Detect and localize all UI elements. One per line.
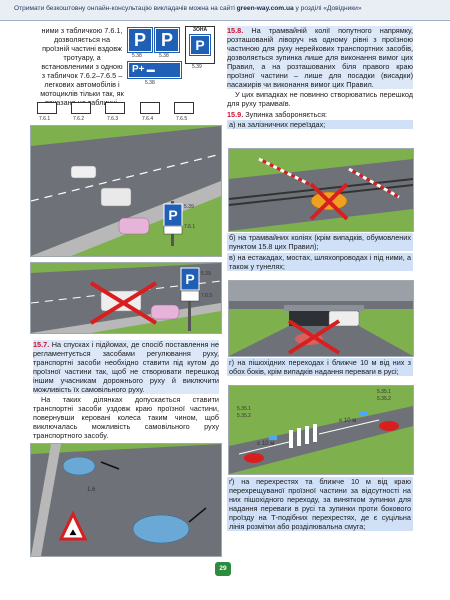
p15-7-extra: На таких ділянках допускається ставити транспортні засоби уздовж краю проїзної частини, повернувши керовані колеса таким чином, щоб виключалась можливість самовільного руху транспортного засобу. (33, 395, 219, 440)
ped-sign-label-2: 5.35.2 (237, 413, 251, 419)
scene2-sign-label: 5.39 (201, 271, 211, 277)
scene-railway-crossing (228, 148, 414, 232)
tunnel-scene-illustration (229, 281, 413, 356)
plate-label-1: 7.6.1 (39, 116, 51, 122)
item-d-block (227, 477, 413, 532)
railway-scene-illustration (229, 149, 413, 231)
distance-label-1: ≤ 10 м (257, 441, 275, 447)
ped-sign-label-1: 5.35.1 (237, 406, 251, 412)
plate-label-3: 7.6.3 (107, 116, 119, 122)
plate-7-6-2 (71, 102, 91, 114)
item-b: б) на трамвайних коліях (крім випадків, обумовлених пунктом 15.8 цих Правил); (229, 233, 411, 251)
scene-slope-parking (30, 443, 222, 557)
item-g: г) на пішохідних переходах і ближче 10 м від них з обох боків, крім випадків надання переваги в русі; (229, 358, 411, 376)
scene1-sign-label: 5.39 (184, 204, 194, 210)
scene-3-illustration (31, 444, 221, 556)
p15-7-number: 15.7. (33, 340, 50, 349)
items-b-v (227, 233, 413, 272)
parking-sign-covered: P (155, 28, 179, 52)
svg-text:P: P (185, 271, 195, 287)
park-ride-text: P+ (132, 64, 145, 75)
scene1-plate-label: 7.6.1 (184, 224, 196, 230)
svg-text:P: P (168, 207, 178, 223)
plate-7-6-3 (105, 102, 125, 114)
ped-sign-label-4: 5.35.2 (377, 396, 391, 402)
plate-label-2: 7.6.2 (73, 116, 85, 122)
paragraph-15-8 (227, 26, 413, 130)
scene-wrong-parking (30, 262, 222, 334)
plate-7-6-4 (140, 102, 160, 114)
plate-7-6-5 (174, 102, 194, 114)
parking-sign-1: P (128, 28, 152, 52)
p15-8-b: У цих випадках не повинно створюватись перешкод для руху трамваїв. (227, 90, 413, 108)
plate-label-4: 7.6.4 (142, 116, 154, 122)
scene-sidewalk-parking (30, 125, 222, 257)
p15-8-number: 15.8. (227, 26, 244, 35)
paragraph-15-7 (33, 340, 219, 441)
zone-label: ЗОНА (192, 27, 208, 33)
scene-tunnel (228, 280, 414, 357)
banner-site-link[interactable]: green-way.com.ua (236, 5, 294, 12)
bus-icon: ▬ (144, 65, 155, 74)
scene-2-illustration (31, 263, 221, 333)
scene-1-illustration (31, 126, 221, 256)
p15-8-body: На трамвайній колії попутного напрямку, розташованій ліворуч на одному рівні з проїзною частиною для руху нерейкових транспортних засобів, дозволяється зупинка лише для виконання вимог цих Правил, а на розташованих біля правого краю проїзної частини – лише для посадки (висадки) пасажирів чи виконання вимог цих Правил. (227, 26, 413, 89)
distance-label-2: ≤ 10 м (339, 418, 357, 424)
p15-8-text (227, 26, 413, 89)
scene-pedestrian-crossing (228, 385, 414, 475)
zone-p-icon: P (190, 35, 210, 55)
intro-text: ними з табличкою 7.6.1, дозволяється на проїзній частині вздовж тротуару, а встановленими з одною з табличок 7.6.2–7.6.5 – легкових автомобілів і мотоциклів тільки так, як показано табличці. (40, 26, 124, 107)
p15-7-text (33, 340, 219, 394)
park-and-ride-sign (128, 62, 181, 78)
page-number: 29 (215, 562, 231, 576)
intro-paragraph (40, 26, 124, 108)
banner-prefix: Отримати безкоштовну онлайн-консультацію викладачів можна на сайті (14, 5, 237, 12)
p15-9-number: 15.9. (227, 110, 244, 119)
item-d: ґ) на перехрестях та ближче 10 м від краю перехрещуваної проїзної частини за відсутності на них пішохідного переходу, за винятком зупинки для надання переваги в русі та зупинки проти бокового проїзду на Т-подібних перехрестях, де є суцільна лінія розмітки або розділювальна смуга; (229, 477, 411, 531)
sign-label-3: 5.39 (192, 64, 202, 70)
zone-parking-sign (185, 26, 215, 64)
sign-label-1: 5.38 (132, 53, 142, 59)
banner-text (14, 5, 362, 12)
svg-text:⛰: ⛰ (69, 528, 77, 537)
p15-9-body: Зупинка забороняється: (243, 110, 328, 119)
plate-7-6-1 (37, 102, 57, 114)
item-g-block (227, 358, 413, 377)
top-banner (0, 0, 450, 21)
scene3-sign-label: 1.6 (87, 487, 96, 493)
plate-label-5: 7.6.5 (176, 116, 188, 122)
p15-7-body: На спусках і підйомах, де спосіб поставлення не регламентується засобами регулювання руху, транспортні засоби необхідно ставити під кутом до проїзної частини так, щоб не створювати перешкод іншим учасникам дорожнього руху й виключити можливість їх самовільного руху. (33, 340, 219, 394)
item-a: а) на залізничних переїздах; (227, 120, 413, 129)
sign-label-2: 5.38 (159, 53, 169, 59)
p15-9-heading (227, 110, 413, 119)
scene2-plate-label: 7.6.5 (201, 293, 213, 299)
item-v: в) на естакадах, мостах, шляхопроводах і під ними, а також у тунелях; (229, 253, 411, 271)
ped-sign-label-3: 5.35.1 (377, 389, 391, 395)
sign-label-4: 5.38 (145, 80, 155, 86)
banner-suffix: у розділі «Довідники» (293, 5, 362, 12)
